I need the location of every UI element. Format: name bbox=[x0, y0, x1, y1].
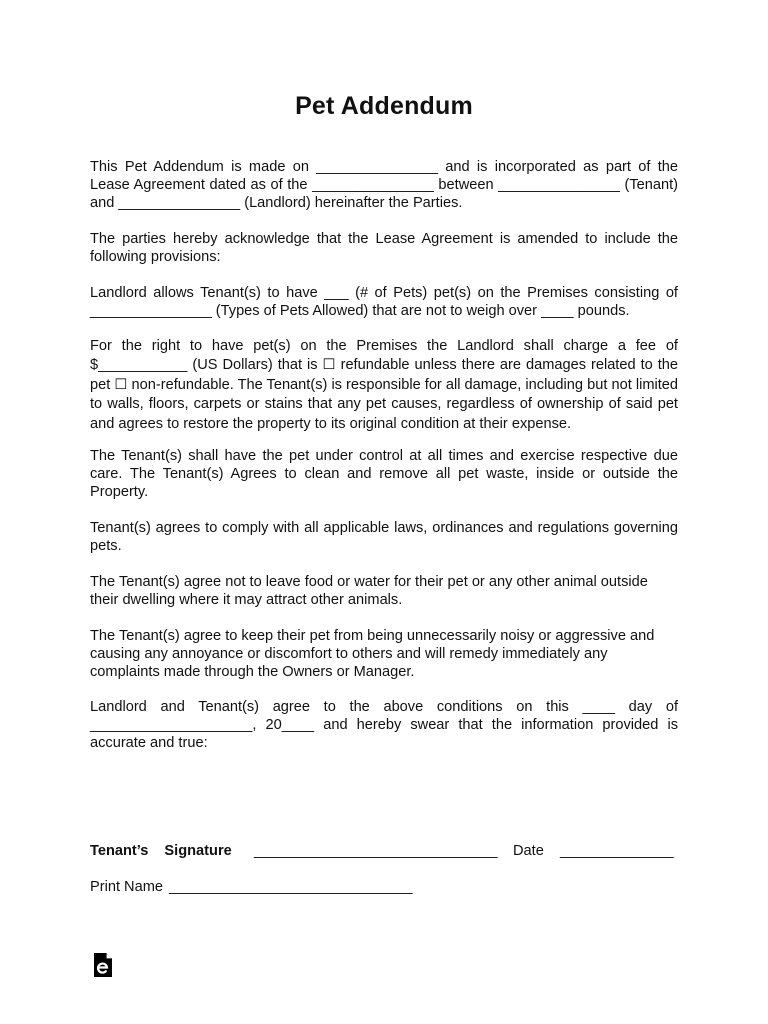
print-name-label: Print Name bbox=[90, 879, 163, 895]
page-title: Pet Addendum bbox=[295, 92, 473, 120]
paragraph-fee: For the right to have pet(s) on the Premises the Landlord shall charge a fee of $___________ (US Dollars) that is ☐ refundable unless there are damages related to the pet ☐ non-refundable. The Tenant(s) is responsible for all damage, including but not limited to walls, floors, carpets or stains that any pet causes, regardless of ownership of said pet and agrees to restore the property to its original condition at their expense. bbox=[90, 338, 678, 432]
paragraph-pets-allowed: Landlord allows Tenant(s) to have ___ (# of Pets) pet(s) on the Premises consisting of _______________ (Types of Pets Allowed) that are not to weigh over ____ pounds. bbox=[90, 285, 678, 320]
paragraph-acknowledge: The parties hereby acknowledge that the Lease Agreement is amended to include the following provisions: bbox=[90, 231, 678, 266]
paragraph-laws: Tenant(s) agrees to comply with all applicable laws, ordinances and regulations governing pets. bbox=[90, 520, 678, 555]
paragraph-food: The Tenant(s) agree not to leave food or water for their pet or any other animal outside their dwelling where it may attract other animals. bbox=[90, 574, 648, 609]
eforms-logo-icon bbox=[92, 952, 114, 978]
date-label: Date bbox=[513, 843, 544, 859]
date-line[interactable]: ______________ bbox=[560, 843, 674, 859]
tenant-signature-line[interactable]: ______________________________ bbox=[254, 843, 498, 859]
paragraph-intro: This Pet Addendum is made on _______________ and is incorporated as part of the Lease Agreement dated as of the _______________ between _______________ (Tenant) and _______________ (Landlord) hereinafter the Parties. bbox=[90, 159, 678, 212]
paragraph-noise: The Tenant(s) agree to keep their pet from being unnecessarily noisy or aggressive and causing any annoyance or discomfort to others and will remedy immediately any complaints made through the Owners or Manager. bbox=[90, 628, 655, 681]
tenant-signature-label: Tenant’s Signature bbox=[90, 843, 232, 859]
paragraph-control: The Tenant(s) shall have the pet under control at all times and exercise respective due care. The Tenant(s) Agrees to clean and remove all pet waste, inside or outside the Property. bbox=[90, 448, 678, 501]
print-name-line[interactable]: ______________________________ bbox=[169, 879, 413, 895]
paragraph-agreement: Landlord and Tenant(s) agree to the above conditions on this ____ day of ____________________, 20____ and hereby swear that the information provided is accurate and true: bbox=[90, 699, 678, 752]
